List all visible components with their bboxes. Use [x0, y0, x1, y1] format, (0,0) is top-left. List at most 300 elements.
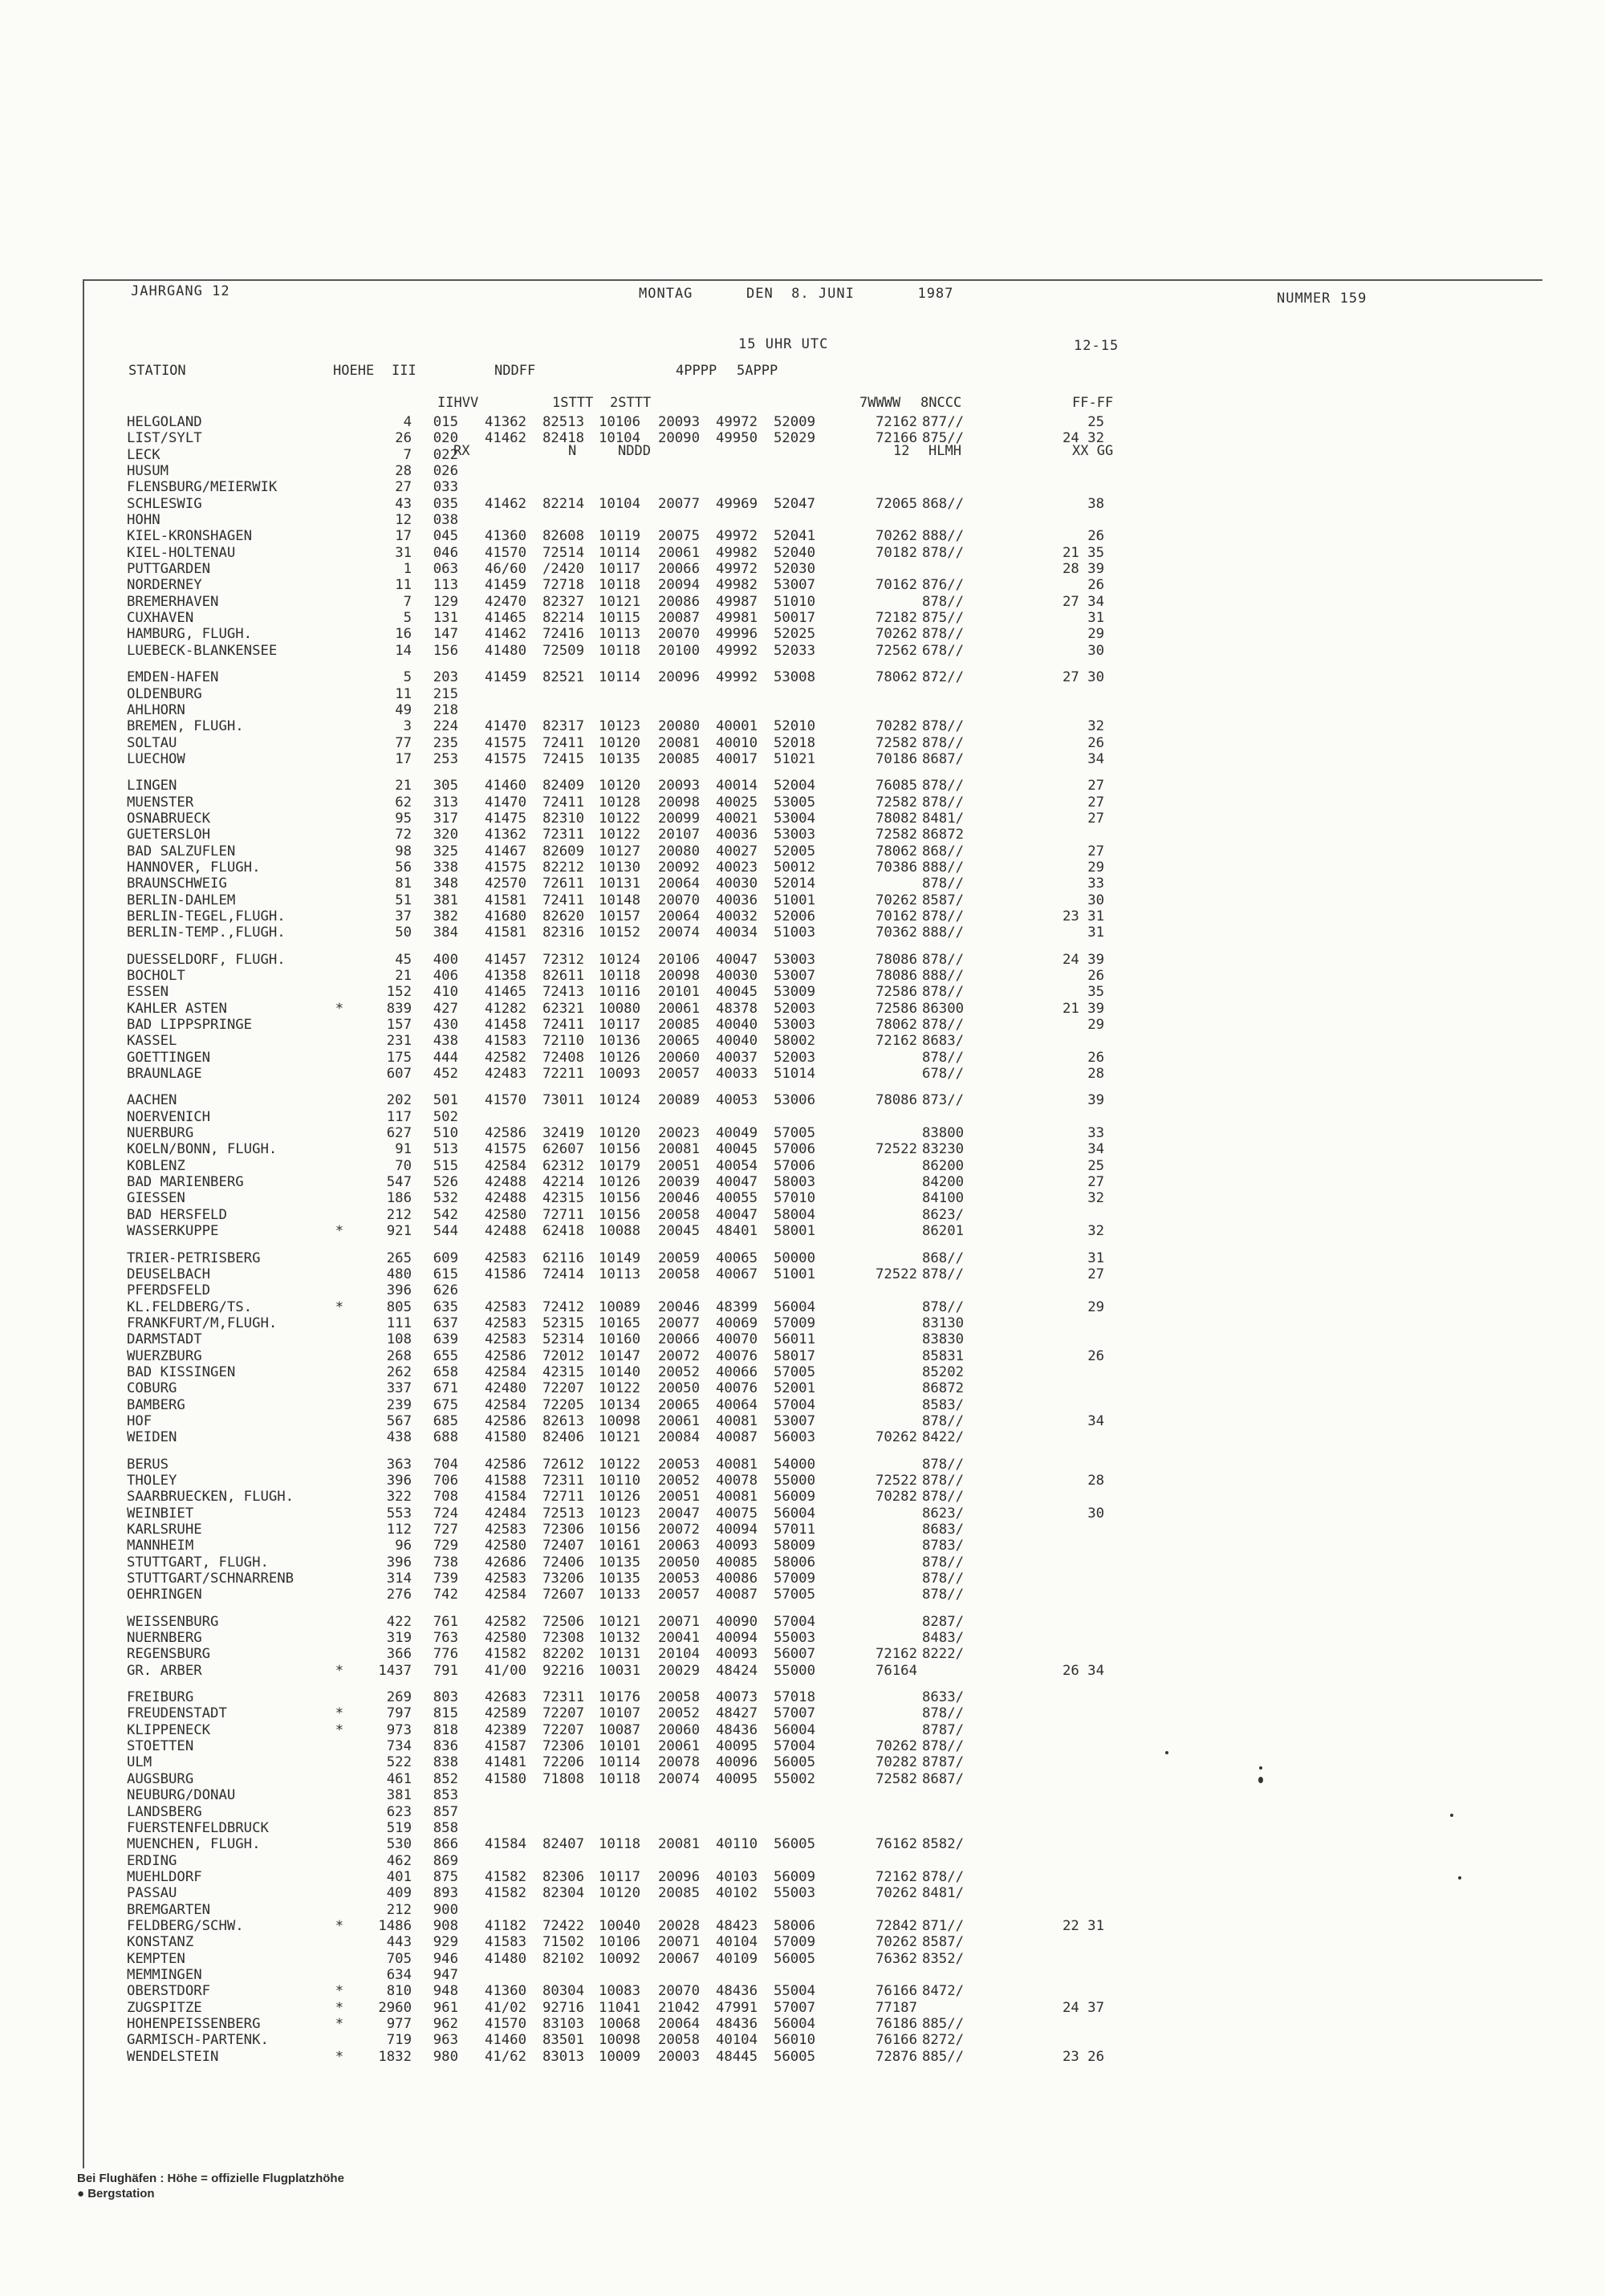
- table-row: [127, 1918, 1104, 1934]
- mountain-marker: [327, 1571, 351, 1587]
- ff-ff: [981, 1820, 1104, 1836]
- 4pppp: 40069: [715, 1315, 758, 1331]
- 4pppp: 40067: [715, 1266, 758, 1282]
- 8nccc: 872//: [922, 669, 965, 686]
- 1sttt: 10128: [598, 794, 640, 811]
- hoehe: 239: [386, 1396, 412, 1413]
- hoehe: 547: [386, 1174, 412, 1191]
- iii: 452: [433, 1066, 458, 1083]
- 8nccc: 878//: [922, 734, 965, 751]
- mountain-marker: [327, 1457, 351, 1473]
- table-row: [127, 876, 1104, 892]
- group-gap: [127, 1603, 1104, 1614]
- nddff: 72506: [542, 1613, 584, 1630]
- iii: 338: [433, 859, 458, 876]
- nddff: 82317: [542, 718, 584, 735]
- iihvv: 41360: [484, 528, 526, 545]
- 1sttt: [584, 1902, 640, 1918]
- 8nccc: 8582/: [922, 1836, 965, 1853]
- iihvv: 42583: [484, 1571, 526, 1587]
- nddff: 82212: [542, 859, 584, 876]
- table-row: [127, 1771, 1104, 1787]
- hoehe: 396: [386, 1282, 412, 1299]
- ff-ff: [981, 1489, 1104, 1505]
- 5appp: 51001: [773, 1266, 815, 1282]
- 7wwww: 78086: [875, 1092, 917, 1109]
- 7wwww: 72162: [875, 1868, 917, 1885]
- nddff: 82406: [542, 1429, 584, 1446]
- 8nccc: 86872: [922, 1380, 965, 1397]
- iihvv: 41570: [484, 544, 526, 561]
- 8nccc: 878//: [922, 1017, 965, 1034]
- hoehe: 43: [395, 495, 412, 512]
- mountain-marker: [327, 1506, 351, 1522]
- iii: 893: [433, 1885, 458, 1902]
- hoehe: 268: [386, 1347, 412, 1364]
- 5appp: 57009: [773, 1571, 815, 1587]
- 5appp: 58004: [773, 1206, 815, 1223]
- mountain-marker: [327, 479, 351, 495]
- 4pppp: [700, 447, 758, 463]
- iihvv: [458, 1853, 526, 1869]
- iihvv: 41480: [484, 642, 526, 659]
- hoehe: 12: [395, 512, 412, 529]
- table-row: [127, 1820, 1104, 1836]
- ff-ff: [981, 2016, 1104, 2032]
- 2sttt: [640, 1820, 700, 1836]
- table-row: [127, 1223, 1104, 1239]
- time-range: 12-15: [1074, 338, 1119, 354]
- nddff: 82327: [542, 593, 584, 610]
- 5appp: 52001: [773, 1380, 815, 1397]
- 1sttt: [584, 447, 640, 463]
- station-table: [127, 414, 1104, 2065]
- iihvv: 42583: [484, 1298, 526, 1315]
- iii: 427: [433, 1000, 458, 1017]
- nddff: [526, 1787, 584, 1803]
- ff-ff: [981, 1951, 1104, 1967]
- col-4pppp: 4PPPP: [676, 363, 717, 379]
- iihvv: 42583: [484, 1315, 526, 1331]
- table-row: [127, 1092, 1104, 1108]
- 7wwww: 76164: [875, 1662, 917, 1679]
- iihvv: 42584: [484, 1396, 526, 1413]
- nddff: 72408: [542, 1049, 584, 1066]
- 8nccc: 868//: [922, 495, 965, 512]
- table-row: [127, 1109, 1104, 1125]
- hoehe: 1: [403, 561, 412, 578]
- 8nccc: [917, 463, 981, 479]
- ff-ff: [981, 1902, 1104, 1918]
- hoehe: 17: [395, 528, 412, 545]
- nddff: /2420: [542, 561, 584, 578]
- station-name: CUXHAVEN: [127, 610, 194, 627]
- iihvv: 41182: [484, 1917, 526, 1934]
- 2sttt: [640, 479, 700, 495]
- 8nccc: [917, 1853, 981, 1869]
- station-name: PFERDSFELD: [127, 1282, 211, 1299]
- mountain-marker: [327, 892, 351, 908]
- 1sttt: 10134: [598, 1396, 640, 1413]
- mountain-marker: *: [335, 1983, 344, 2000]
- table-row: [127, 686, 1104, 702]
- ff-ff: [981, 447, 1104, 463]
- ff-ff: 34: [1087, 1412, 1104, 1429]
- 8nccc: 877//: [922, 414, 965, 430]
- 5appp: 53004: [773, 810, 815, 827]
- hoehe: 337: [386, 1380, 412, 1397]
- hoehe: 16: [395, 626, 412, 643]
- station-name: KONSTANZ: [127, 1934, 194, 1951]
- iii: 675: [433, 1396, 458, 1413]
- 5appp: 52029: [773, 430, 815, 447]
- table-row: [127, 1397, 1104, 1413]
- 5appp: 52005: [773, 843, 815, 859]
- 4pppp: 40055: [715, 1190, 758, 1207]
- table-row: [127, 594, 1104, 610]
- 4pppp: [700, 1787, 758, 1803]
- ff-ff: 32: [1087, 1190, 1104, 1207]
- 7wwww: 72162: [875, 414, 917, 430]
- table-row: [127, 1836, 1104, 1852]
- iii: 626: [433, 1282, 458, 1299]
- col-ff-top: FF-FF: [1072, 395, 1114, 411]
- 2sttt: 20051: [657, 1157, 700, 1174]
- hoehe: 810: [386, 1983, 412, 2000]
- 4pppp: 40023: [715, 859, 758, 876]
- table-row: [127, 414, 1104, 430]
- ff-ff: [981, 1689, 1104, 1705]
- 7wwww: [815, 1207, 917, 1223]
- station-name: KLIPPENECK: [127, 1721, 211, 1738]
- ff-ff: 26: [1087, 1049, 1104, 1066]
- iii: 947: [433, 1966, 458, 1983]
- 4pppp: 40093: [715, 1646, 758, 1663]
- 7wwww: [815, 1066, 917, 1082]
- hoehe: 157: [386, 1017, 412, 1034]
- 5appp: 58017: [773, 1347, 815, 1364]
- iii: 430: [433, 1017, 458, 1034]
- 2sttt: 20053: [657, 1571, 700, 1587]
- 1sttt: 10156: [598, 1522, 640, 1538]
- station-name: KIEL-HOLTENAU: [127, 544, 236, 561]
- nddff: [526, 1282, 584, 1298]
- 8nccc: 885//: [922, 2015, 965, 2032]
- 1sttt: 10114: [598, 669, 640, 686]
- 2sttt: 20071: [657, 1934, 700, 1951]
- nddff: 72414: [542, 1266, 584, 1282]
- iihvv: 41467: [484, 843, 526, 859]
- 4pppp: 48445: [715, 2048, 758, 2065]
- 4pppp: 49972: [715, 561, 758, 578]
- 7wwww: 70386: [875, 859, 917, 876]
- ff-ff: 32: [1087, 1223, 1104, 1240]
- nddff: [526, 1804, 584, 1820]
- ff-ff: 30: [1087, 642, 1104, 659]
- mountain-marker: [327, 843, 351, 859]
- 1sttt: 10115: [598, 610, 640, 627]
- 5appp: 56005: [773, 2048, 815, 2065]
- ff-ff: [981, 1967, 1104, 1983]
- 5appp: [758, 1853, 815, 1869]
- 5appp: [758, 1902, 815, 1918]
- ff-ff: 24 39: [1062, 951, 1104, 968]
- 8nccc: [917, 2000, 981, 2016]
- mountain-marker: [327, 1413, 351, 1429]
- 4pppp: 49996: [715, 626, 758, 643]
- hoehe: 14: [395, 642, 412, 659]
- mountain-marker: [327, 1614, 351, 1630]
- hoehe: 2960: [378, 1999, 412, 2016]
- nddff: [526, 512, 584, 528]
- table-row: [127, 430, 1104, 446]
- ff-ff: 39: [1087, 1092, 1104, 1109]
- station-name: BERLIN-DAHLEM: [127, 892, 236, 908]
- nddff: 82418: [542, 430, 584, 447]
- 5appp: 53007: [773, 968, 815, 984]
- nddff: 72012: [542, 1347, 584, 1364]
- nddff: 71502: [542, 1934, 584, 1951]
- iii: 635: [433, 1298, 458, 1315]
- col-ff-sub: XX GG: [1072, 443, 1114, 459]
- col-8nccc-top: 8NCCC: [920, 395, 962, 411]
- table-row: [127, 1983, 1104, 1999]
- 8nccc: 878//: [922, 544, 965, 561]
- 4pppp: 40030: [715, 968, 758, 984]
- 8nccc: [917, 1282, 981, 1298]
- 4pppp: 40021: [715, 810, 758, 827]
- 2sttt: 20074: [657, 1770, 700, 1787]
- 7wwww: [815, 1223, 917, 1239]
- hoehe: 70: [395, 1157, 412, 1174]
- 8nccc: 871//: [922, 1917, 965, 1934]
- mountain-marker: [327, 1315, 351, 1331]
- hoehe: 81: [395, 876, 412, 892]
- iii: 320: [433, 827, 458, 843]
- table-row: [127, 610, 1104, 626]
- table-row: [127, 1066, 1104, 1082]
- mountain-marker: [327, 1771, 351, 1787]
- station-name: SOLTAU: [127, 734, 177, 751]
- iii: 704: [433, 1456, 458, 1473]
- 7wwww: 70186: [875, 750, 917, 767]
- iii: 791: [433, 1662, 458, 1679]
- iii: 948: [433, 1983, 458, 2000]
- 2sttt: 20071: [657, 1613, 700, 1630]
- 5appp: 56007: [773, 1646, 815, 1663]
- ff-ff: [981, 686, 1104, 702]
- nddff: 72211: [542, 1066, 584, 1083]
- table-row: [127, 545, 1104, 561]
- 4pppp: 40087: [715, 1587, 758, 1603]
- table-row: [127, 1017, 1104, 1033]
- mountain-marker: [327, 561, 351, 577]
- iihvv: [458, 1804, 526, 1820]
- 5appp: 53009: [773, 984, 815, 1001]
- mountain-marker: [327, 751, 351, 767]
- 8nccc: 878//: [922, 951, 965, 968]
- 8nccc: 8787/: [922, 1721, 965, 1738]
- hoehe: 409: [386, 1885, 412, 1902]
- iihvv: 41465: [484, 610, 526, 627]
- iii: 015: [433, 414, 458, 430]
- 7wwww: [815, 1630, 917, 1646]
- iihvv: 41575: [484, 1141, 526, 1158]
- 8nccc: 8783/: [922, 1538, 965, 1554]
- 8nccc: 8483/: [922, 1630, 965, 1647]
- iihvv: 42580: [484, 1630, 526, 1647]
- mountain-marker: [327, 1754, 351, 1770]
- hoehe: 607: [386, 1066, 412, 1083]
- hoehe: 175: [386, 1049, 412, 1066]
- station-name: KEMPTEN: [127, 1950, 185, 1967]
- col-nddff: NDDFF: [494, 363, 536, 379]
- 2sttt: 20052: [657, 1472, 700, 1489]
- 8nccc: 8787/: [922, 1754, 965, 1771]
- nddff: 72308: [542, 1630, 584, 1647]
- 4pppp: 40070: [715, 1331, 758, 1348]
- 8nccc: 875//: [922, 430, 965, 447]
- station-name: ESSEN: [127, 984, 169, 1001]
- 7wwww: [815, 1902, 917, 1918]
- nddff: 42315: [542, 1363, 584, 1380]
- ff-ff: 27: [1087, 778, 1104, 794]
- 1sttt: 10120: [598, 778, 640, 794]
- station-name: HUSUM: [127, 463, 169, 480]
- iii: 253: [433, 750, 458, 767]
- 4pppp: 40103: [715, 1868, 758, 1885]
- 5appp: 52006: [773, 908, 815, 924]
- 4pppp: 40095: [715, 1770, 758, 1787]
- mountain-marker: [327, 1282, 351, 1298]
- 2sttt: 20072: [657, 1347, 700, 1364]
- iii: 685: [433, 1412, 458, 1429]
- 4pppp: 40049: [715, 1125, 758, 1142]
- 5appp: 50000: [773, 1250, 815, 1266]
- 2sttt: 20086: [657, 593, 700, 610]
- iihvv: 41480: [484, 1950, 526, 1967]
- 8nccc: 878//: [922, 984, 965, 1001]
- iii: 544: [433, 1223, 458, 1240]
- 8nccc: 878//: [922, 1587, 965, 1603]
- iii: 501: [433, 1092, 458, 1109]
- nddff: [526, 1109, 584, 1125]
- mountain-marker: [327, 545, 351, 561]
- 5appp: 52041: [773, 528, 815, 545]
- 1sttt: 10147: [598, 1347, 640, 1364]
- hoehe: 265: [386, 1250, 412, 1266]
- 7wwww: [815, 1614, 917, 1630]
- hoehe: 7: [403, 446, 412, 463]
- table-row: [127, 2000, 1104, 2016]
- col-2sttt-sub: NDDD: [618, 443, 651, 459]
- 7wwww: 78086: [875, 968, 917, 984]
- iii: 739: [433, 1571, 458, 1587]
- 7wwww: [815, 702, 917, 718]
- 5appp: 56005: [773, 1754, 815, 1771]
- station-name: FELDBERG/SCHW.: [127, 1917, 244, 1934]
- 2sttt: 20096: [657, 669, 700, 686]
- mountain-marker: *: [335, 1298, 344, 1315]
- 7wwww: [815, 1250, 917, 1266]
- table-row: [127, 1348, 1104, 1364]
- iihvv: [458, 1109, 526, 1125]
- iihvv: [458, 686, 526, 702]
- mountain-marker: [327, 984, 351, 1000]
- iii: 317: [433, 810, 458, 827]
- 5appp: 53007: [773, 577, 815, 594]
- 4pppp: 49950: [715, 430, 758, 447]
- 7wwww: [815, 1315, 917, 1331]
- mountain-marker: *: [335, 1999, 344, 2016]
- nddff: [526, 1902, 584, 1918]
- mountain-marker: [327, 1804, 351, 1820]
- table-row: [127, 1001, 1104, 1017]
- 7wwww: [815, 479, 917, 495]
- iihvv: 41458: [484, 1017, 526, 1034]
- station-name: FREUDENSTADT: [127, 1705, 227, 1722]
- 8nccc: [917, 479, 981, 495]
- nddff: 92216: [542, 1662, 584, 1679]
- 4pppp: 40093: [715, 1538, 758, 1554]
- iihvv: 41583: [484, 1934, 526, 1951]
- ff-ff: [981, 512, 1104, 528]
- hoehe: 5: [403, 610, 412, 627]
- station-name: FLENSBURG/MEIERWIK: [127, 479, 278, 496]
- table-row: [127, 1787, 1104, 1803]
- table-row: [127, 1506, 1104, 1522]
- nddff: 71808: [542, 1770, 584, 1787]
- iihvv: 42570: [484, 876, 526, 892]
- 8nccc: 83130: [922, 1315, 965, 1331]
- hoehe: 50: [395, 924, 412, 941]
- nddff: 92716: [542, 1999, 584, 2016]
- 5appp: 52009: [773, 414, 815, 430]
- iii: 853: [433, 1787, 458, 1804]
- hoehe: 112: [386, 1522, 412, 1538]
- 4pppp: 40094: [715, 1522, 758, 1538]
- 7wwww: [815, 1158, 917, 1174]
- ff-ff: 29: [1087, 626, 1104, 643]
- station-name: MANNHEIM: [127, 1538, 194, 1554]
- 5appp: 52030: [773, 561, 815, 578]
- group-gap: [127, 1679, 1104, 1689]
- group-gap: [127, 767, 1104, 778]
- 2sttt: 20029: [657, 1662, 700, 1679]
- hoehe: 202: [386, 1092, 412, 1109]
- 2sttt: 20060: [657, 1049, 700, 1066]
- nddff: 83501: [542, 2032, 584, 2049]
- station-name: BERLIN-TEGEL,FLUGH.: [127, 908, 286, 924]
- jahrgang: JAHRGANG 12: [131, 283, 230, 299]
- 8nccc: [917, 1967, 981, 1983]
- mountain-marker: [327, 528, 351, 544]
- 7wwww: [815, 1705, 917, 1721]
- mountain-marker: [327, 1934, 351, 1950]
- 5appp: 51014: [773, 1066, 815, 1083]
- iii: 438: [433, 1033, 458, 1050]
- nddff: 82316: [542, 924, 584, 941]
- 7wwww: 78082: [875, 810, 917, 827]
- 7wwww: [815, 1967, 917, 1983]
- 1sttt: 10110: [598, 1472, 640, 1489]
- col-1sttt-top: 1STTT: [552, 395, 594, 411]
- hoehe: 62: [395, 794, 412, 811]
- mountain-marker: [327, 718, 351, 734]
- iii: 776: [433, 1646, 458, 1663]
- col-2sttt-top: 2STTT: [610, 395, 652, 411]
- 8nccc: 878//: [922, 1298, 965, 1315]
